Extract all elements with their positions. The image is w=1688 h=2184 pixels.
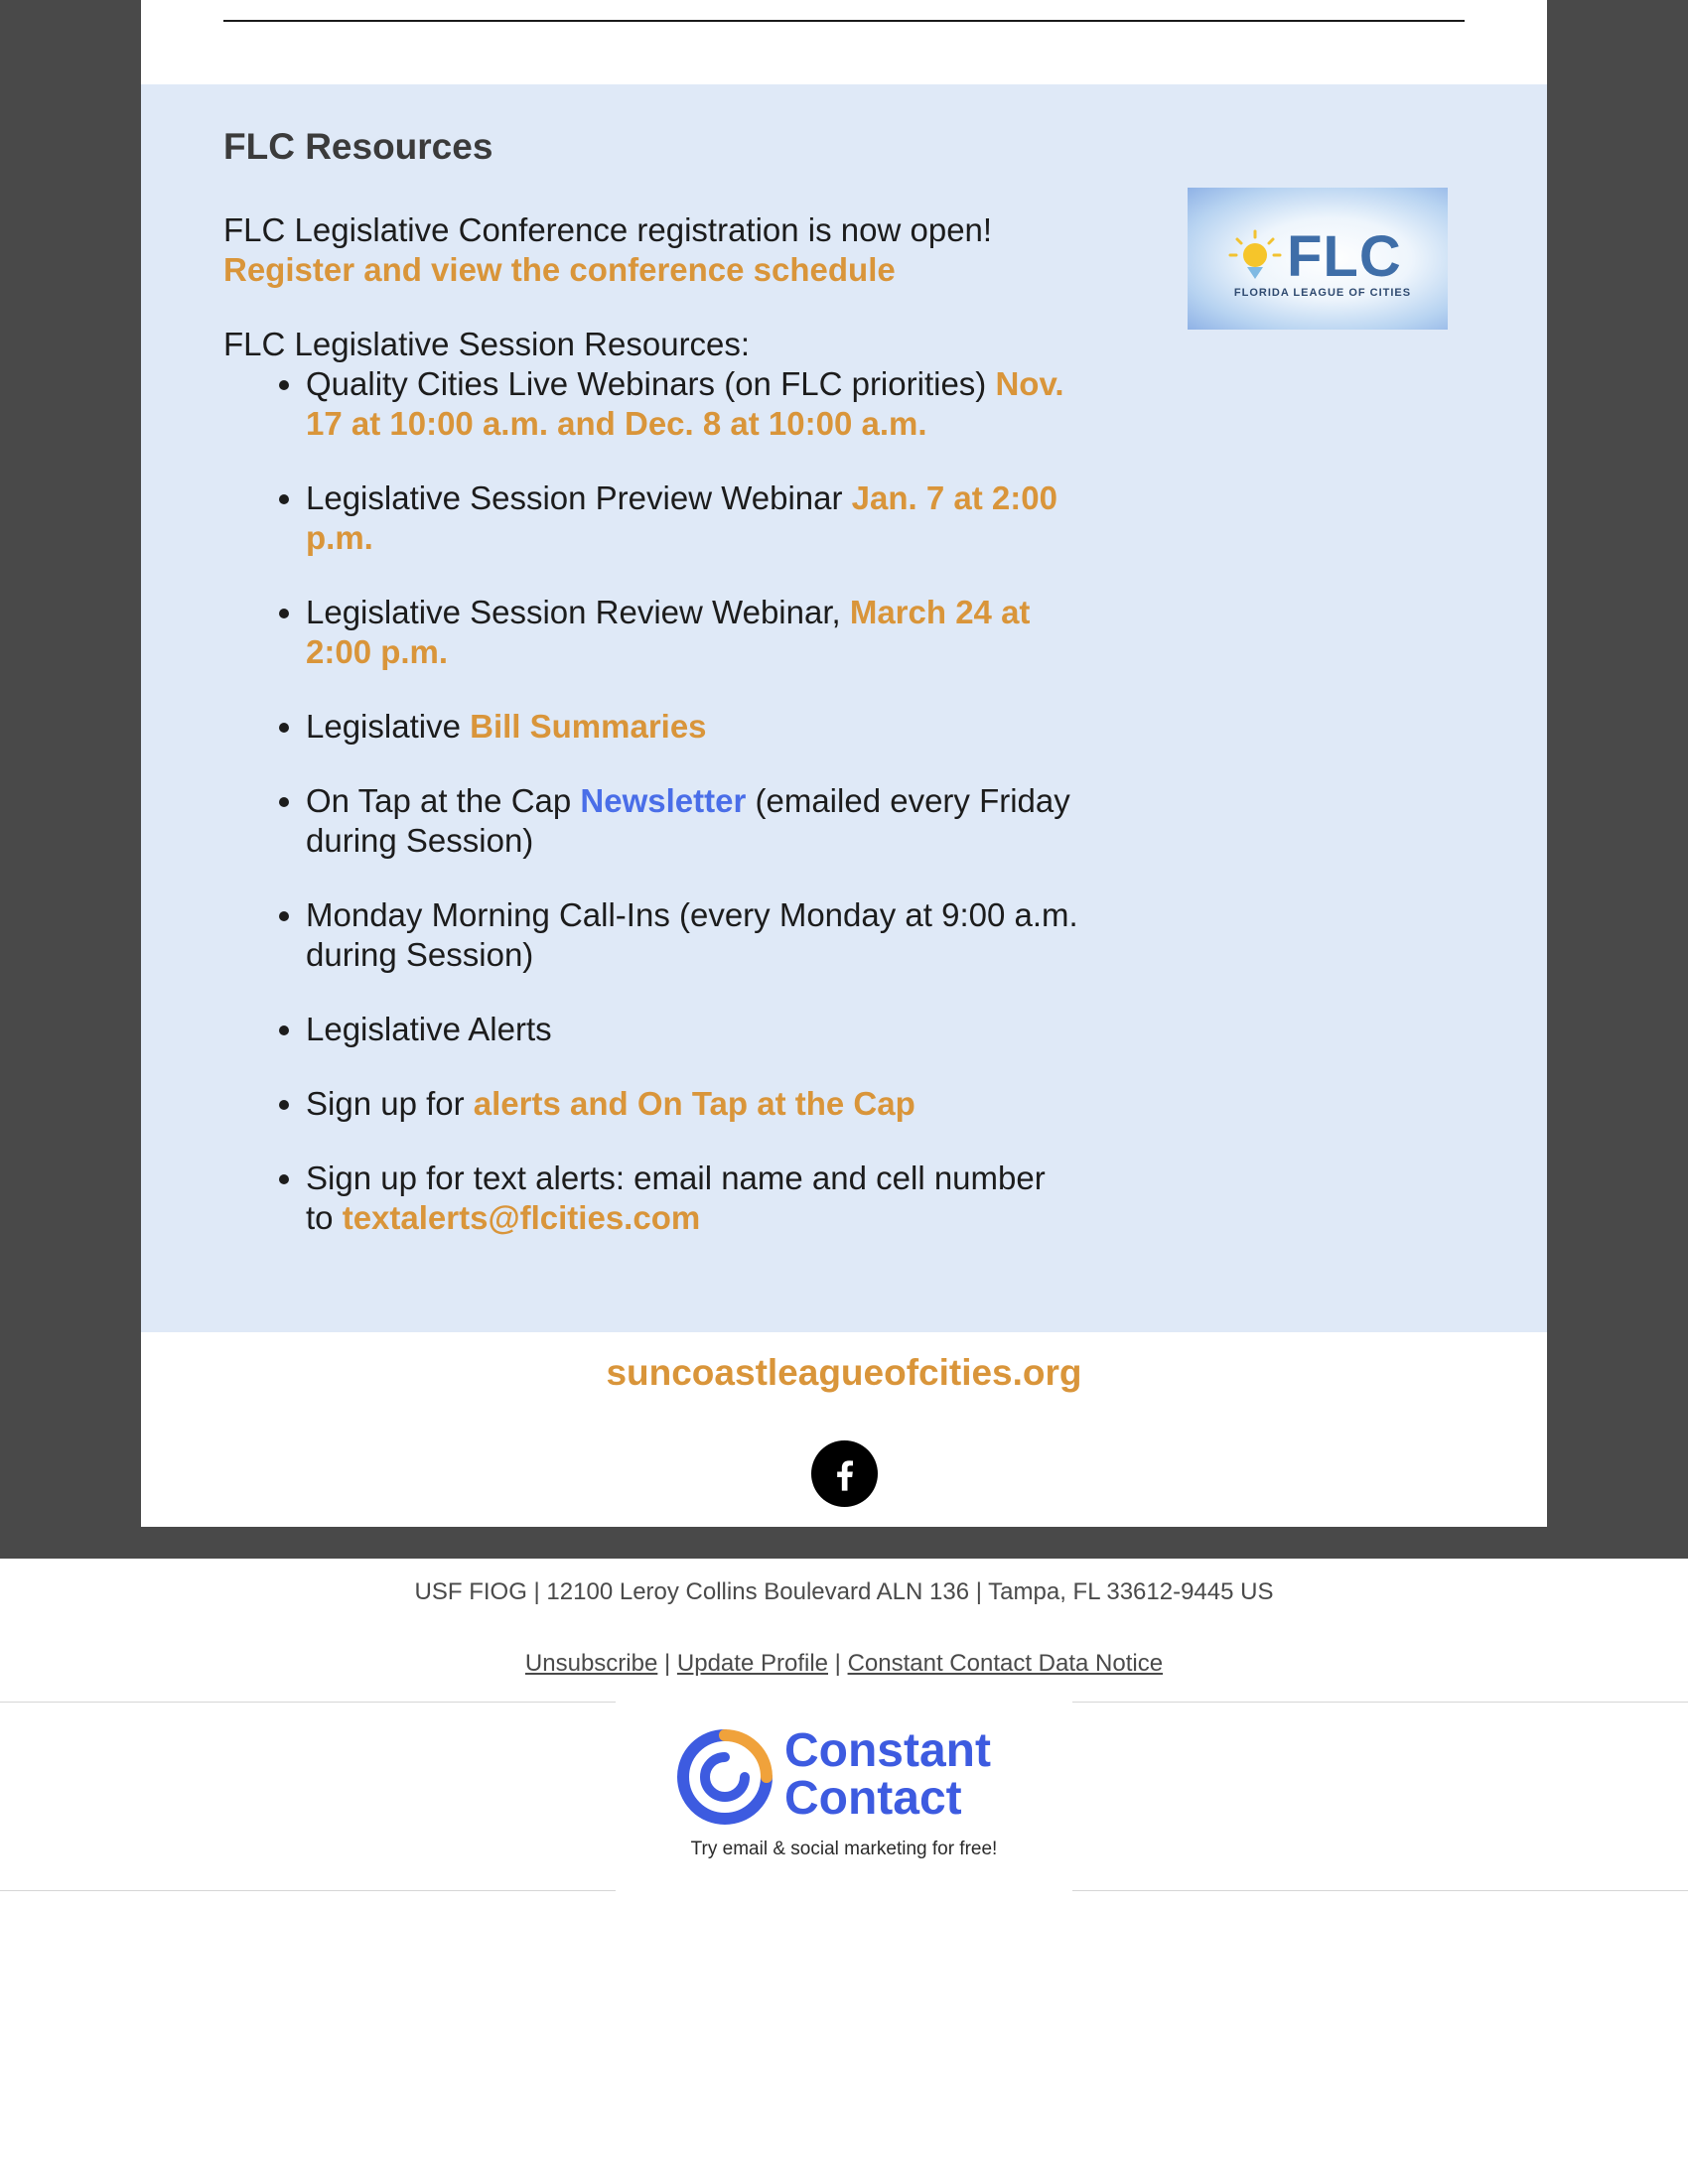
constant-contact-logo[interactable]	[616, 1702, 1072, 1892]
list-item: • Legislative Alerts	[306, 1010, 1080, 1049]
unsubscribe-link[interactable]: Unsubscribe	[524, 1650, 658, 1677]
list-item: • Legislative Session Review Webinar, March 24 at 2:00 p.m.	[306, 593, 1080, 672]
constant-contact-wordmark: Constant Contact	[784, 1724, 991, 1825]
website-link[interactable]: suncoastleagueofcities.org	[606, 1352, 1082, 1393]
update-profile-link[interactable]: Update Profile	[676, 1650, 828, 1677]
resources-body	[223, 210, 1117, 1273]
flc-tagline: FLORIDA LEAGUE OF CITIES	[1233, 287, 1412, 299]
section-title: FLC Resources	[223, 126, 493, 167]
list-item: • Sign up for alerts and On Tap at the Cap	[306, 1084, 1080, 1124]
list-item: • Legislative Session Preview Webinar Jan. 7 at 2:00 p.m.	[306, 478, 1080, 558]
data-notice-link[interactable]: Constant Contact Data Notice	[847, 1650, 1164, 1677]
bill-summaries-link[interactable]: Bill Summaries	[470, 708, 707, 745]
conference-text: FLC Legislative Conference registration is now open!	[223, 211, 993, 248]
review-webinar-link[interactable]: March 24 at 2:00 p.m.	[306, 594, 1031, 670]
facebook-icon	[825, 1454, 865, 1494]
flc-resources-section	[141, 84, 1547, 1332]
list-item: • Sign up for text alerts: email name and cell number to textalerts@flcities.com	[306, 1159, 1080, 1238]
top-divider	[223, 20, 1465, 22]
flc-sun-icon	[1225, 227, 1285, 287]
footer-address: USF FIOG | 12100 Leroy Collins Boulevard ALN 136 | Tampa, FL 33612-9445 US	[414, 1578, 1274, 1605]
flc-logo-image[interactable]	[1188, 188, 1448, 330]
flc-letters: FLC	[1287, 224, 1402, 289]
conference-register-link[interactable]: Register and view the conference schedule	[223, 251, 896, 288]
constant-contact-mark-icon	[675, 1727, 774, 1827]
alerts-signup-link[interactable]: alerts and On Tap at the Cap	[473, 1085, 915, 1122]
newsletter-link[interactable]: Newsletter	[580, 782, 747, 819]
footer-links: Unsubscribe | Update Profile | Constant Contact Data Notice	[524, 1650, 1164, 1677]
session-resources-list	[223, 364, 1080, 1238]
list-item: • Quality Cities Live Webinars (on FLC priorities) Nov. 17 at 10:00 a.m. and Dec. 8 at 10:00 a.m.	[306, 364, 1080, 444]
session-intro: FLC Legislative Session Resources:	[223, 326, 751, 362]
list-item: • On Tap at the Cap Newsletter (emailed every Friday during Session)	[306, 781, 1080, 861]
text-alerts-email-link[interactable]: textalerts@flcities.com	[342, 1199, 701, 1236]
quality-cities-webinar-link[interactable]: Nov. 17 at 10:00 a.m. and Dec. 8 at 10:00 a.m.	[306, 365, 1064, 442]
preview-webinar-link[interactable]: Jan. 7 at 2:00 p.m.	[306, 479, 1057, 556]
constant-contact-tagline: Try email & social marketing for free!	[690, 1839, 998, 1859]
facebook-button[interactable]	[811, 1440, 878, 1507]
list-item: • Legislative Bill Summaries	[306, 707, 1080, 747]
list-item: • Monday Morning Call-Ins (every Monday at 9:00 a.m. during Session)	[306, 895, 1080, 975]
email-card	[141, 0, 1547, 1527]
